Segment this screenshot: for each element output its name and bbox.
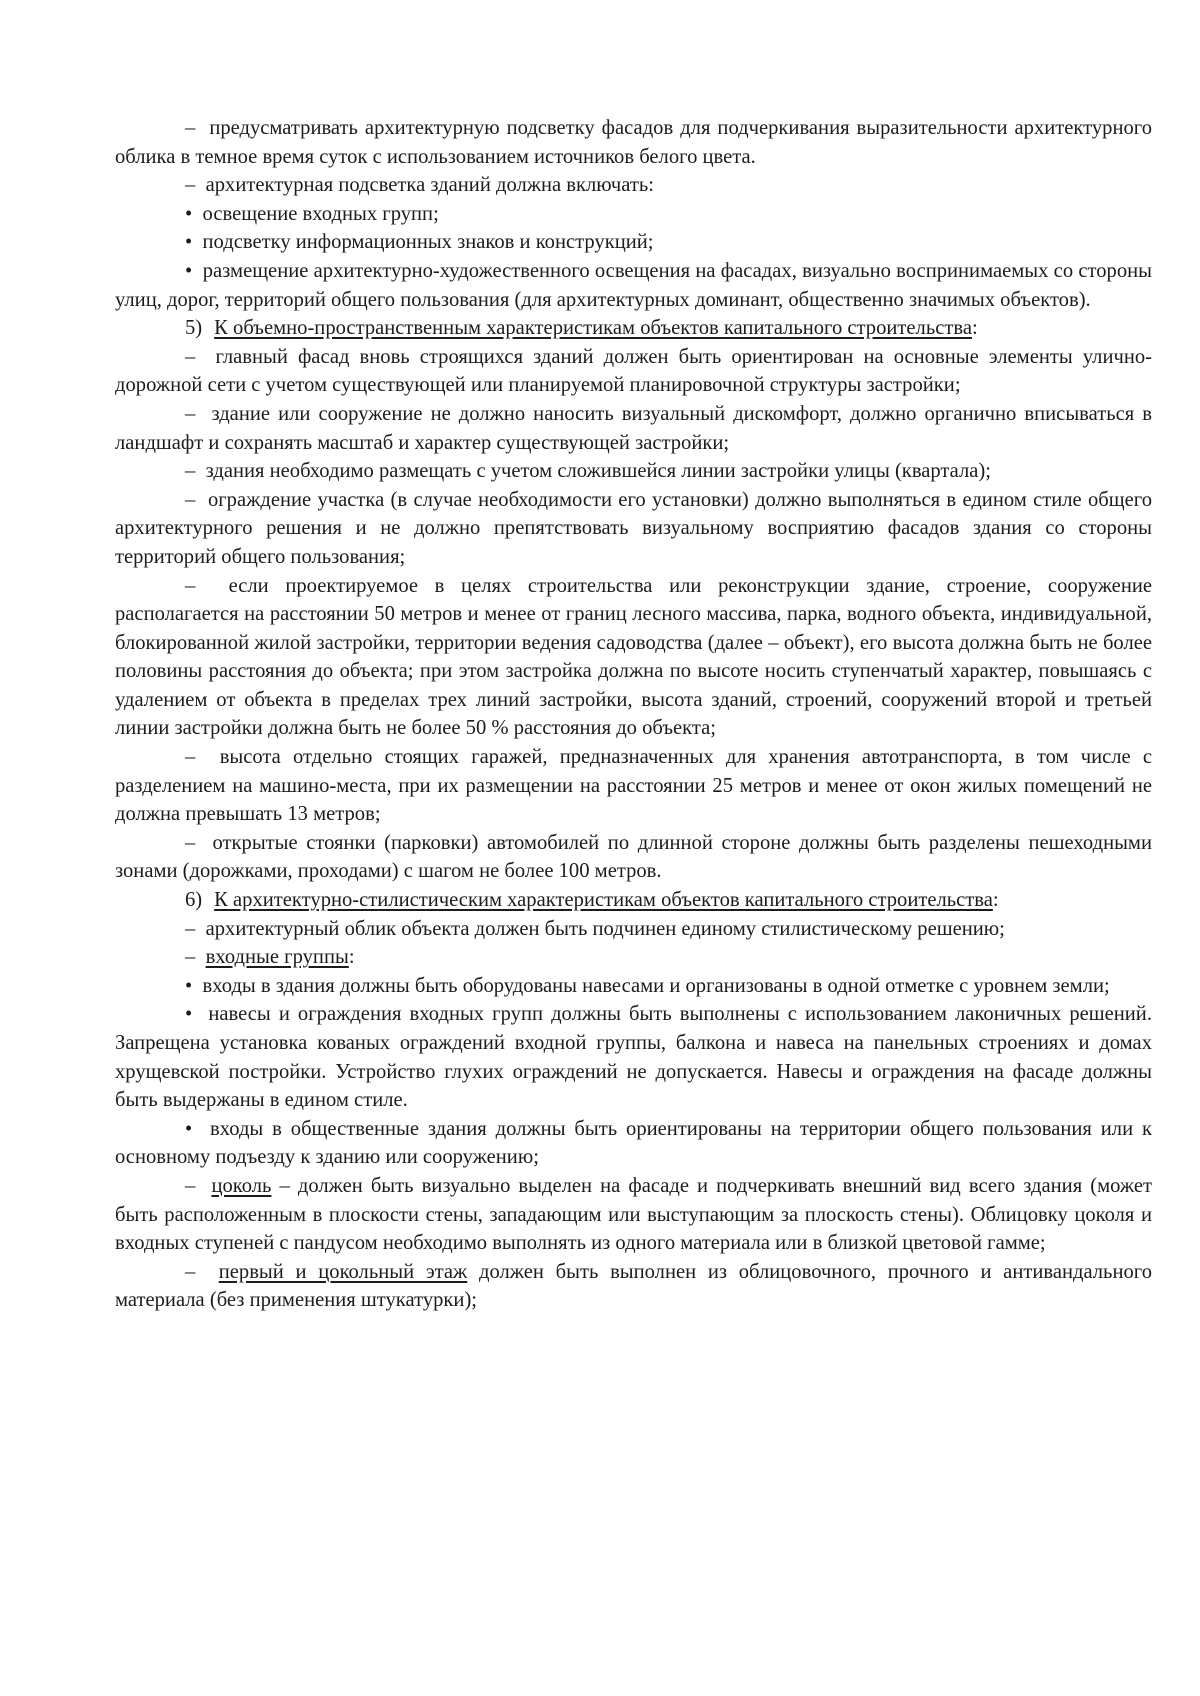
bullet-railings [115,1000,1152,1114]
paragraph-text: если проектируемое в целях строительства или реконструкции здание, строение, сооружение располагается на расстоянии 50 метров и менее от границ лесного массива, парка, водного объекта, индивидуальной, блокированной жилой застройки, территории ведения садоводства (далее – объект), его высота должна быть не более половины расстояния до объекта; при этом застройка должна по высоте носить ступенчатый характер, повышаясь с удалением от объекта в пределах трех линий застройки, высота зданий, строений, сооружений второй и третьей линии застройки должна быть не более 50 % расстояния до объекта; [115,574,1153,740]
bullet-text: входы в здания должны быть оборудованы навесами и организованы в одной отметке с уровнем земли; [202,974,1110,997]
paragraph-facade-lighting [115,114,1152,171]
paragraph-style-unity [115,915,1152,944]
paragraph-plinth [115,1172,1152,1258]
bullet-text: размещение архитектурно-художественного освещения на фасадах, визуально воспринимаемых со стороны улиц, дорог, территорий общего пользования (для архитектурных доминант, общественно значимых объектов). [115,259,1152,311]
term-ground-floor: первый и цокольный этаж [218,1260,468,1283]
paragraph-text: главный фасад вновь строящихся зданий должен быть ориентирован на основные элементы улично-дорожной сети с учетом существующей или планируемой планировочной структуры застройки; [115,345,1153,397]
bullet-public-entrances [115,1115,1152,1172]
subheading-entrance-groups: входные группы [205,946,349,969]
paragraph-text: здание или сооружение не должно наносить визуальный дискомфорт, должно органично вписываться в ландшафт и сохранять масштаб и характер существующей застройки; [115,402,1153,454]
paragraph-main-facade [115,343,1152,400]
section-number: 5) [185,317,203,340]
paragraph-text: высота отдельно стоящих гаражей, предназначенных для хранения автотранспорта, в том числе с разделением на машино-места, при их размещении на расстоянии 25 метров и менее от окон жилых помещений не должна превышать 13 метров; [115,746,1153,826]
bullet-sign-lighting [115,228,1152,257]
paragraph-text: архитектурный облик объекта должен быть подчинен единому стилистическому решению; [205,917,1005,940]
subheading-colon: : [348,946,355,969]
paragraph-lighting-includes [115,171,1152,200]
paragraph-text: должен быть выполнен из облицовочного, прочного и антивандального материала (без применения штукатурки); [115,1260,1152,1312]
section-colon: : [992,889,999,912]
section-title: К архитектурно-стилистическим характеристикам объектов капитального строительства [214,889,993,912]
section-number: 6) [185,889,203,912]
bullet-artistic-lighting [115,257,1152,314]
section-heading-5 [115,314,1152,343]
paragraph-entrance-groups [115,943,1152,972]
paragraph-visual-comfort [115,400,1152,457]
section-colon: : [971,317,978,340]
bullet-text: навесы и ограждения входных групп должны быть выполнены с использованием лаконичных решений. Запрещена установка кованых ограждений входной группы, балкона и навеса на панельных строениях и домах хрущевской постройки. Устройство глухих ограждений не допускается. Навесы и ограждения на фасаде должны быть выдержаны в едином стиле. [115,1003,1152,1112]
section-heading-6 [115,886,1152,915]
bullet-text: подсветку информационных знаков и конструкций; [202,231,654,254]
paragraph-text: открытые стоянки (парковки) автомобилей по длинной стороне должны быть разделены пешеходными зонами (дорожками, проходами) с шагом не более 100 метров. [115,831,1152,883]
paragraph-text: здания необходимо размещать с учетом сложившейся линии застройки улицы (квартала); [205,460,992,483]
paragraph-fence [115,486,1152,572]
paragraph-text: предусматривать архитектурную подсветку фасадов для подчеркивания выразительности архитектурного облика в темное время суток с использованием источников белого цвета. [115,117,1153,168]
bullet-canopies [115,972,1152,1001]
paragraph-height-limit [115,572,1152,744]
paragraph-text: ограждение участка (в случае необходимости его установки) должно выполняться в едином стиле общего архитектурного решения и не должно препятствовать визуальному восприятию фасадов здания со стороны территорий общего пользования; [115,488,1152,568]
bullet-text: освещение входных групп; [202,202,439,225]
section-title: К объемно-пространственным характеристикам объектов капитального строительства [214,317,972,340]
paragraph-text: архитектурная подсветка зданий должна включать: [205,174,654,197]
paragraph-ground-floor [115,1258,1152,1315]
bullet-text: входы в общественные здания должны быть ориентированы на территории общего пользования или к основному подъезду к зданию или сооружению; [115,1117,1152,1169]
bullet-entrance-lighting [115,200,1152,229]
paragraph-parking [115,829,1152,886]
paragraph-text: – должен быть визуально выделен на фасаде и подчеркивать внешний вид всего здания (может быть расположенным в плоскости стены, западающим или выступающим за плоскость стены). Облицовку цоколя и входных ступеней с пандусом необходимо выполнять из одного материала или в близкой цветовой гамме; [115,1174,1153,1255]
paragraph-garages [115,743,1152,829]
paragraph-building-line [115,457,1152,486]
term-plinth: цоколь [211,1174,272,1197]
